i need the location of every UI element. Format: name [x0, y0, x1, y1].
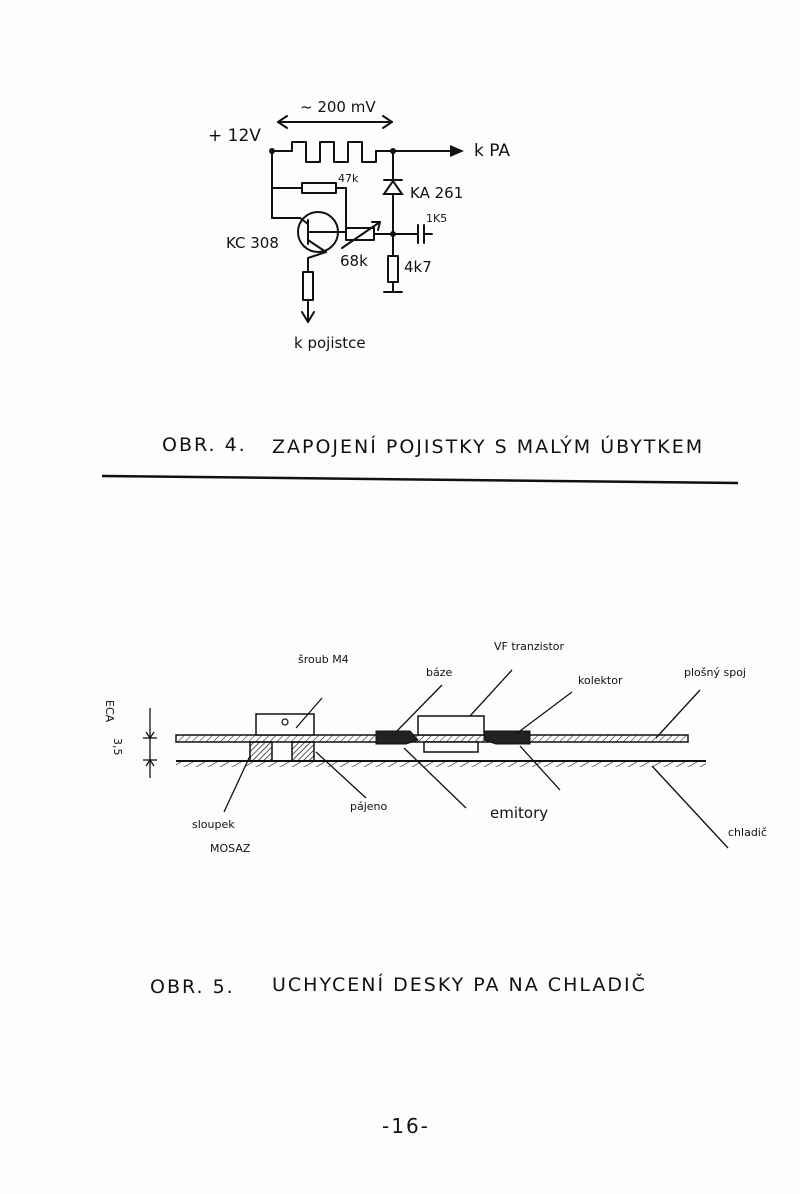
- separator-line: [102, 476, 738, 483]
- figure5-caption-label: OBR. 5.: [150, 976, 235, 998]
- resistor-4k7: [388, 256, 398, 282]
- label-vf-transistor: VF tranzistor: [494, 640, 565, 653]
- figure4-caption-text: ZAPOJENÍ POJISTKY S MALÝM ÚBYTKEM: [272, 436, 705, 458]
- label-trimmer: 68k: [340, 252, 368, 270]
- label-output: k PA: [474, 141, 511, 161]
- output-arrow: [450, 145, 464, 157]
- page-number: -16-: [382, 1114, 430, 1138]
- label-pillar-material: MOSAZ: [210, 842, 251, 855]
- label-diode: KA 261: [410, 184, 464, 202]
- label-pillar: sloupek: [192, 818, 235, 831]
- transistor-kc308: [298, 212, 346, 252]
- label-soldered: pájeno: [350, 800, 388, 813]
- diode-ka261: [384, 180, 402, 194]
- figure5-caption-text: UCHYCENÍ DESKY PA NA CHLADIČ: [272, 974, 647, 996]
- label-dim-top: ECA: [103, 700, 116, 723]
- pillar-right: [292, 742, 314, 761]
- resistor-47k: [302, 183, 336, 193]
- label-to-fuse: k pojistce: [294, 334, 366, 352]
- vf-transistor-body: [418, 716, 484, 735]
- label-heatsink: chladič: [728, 826, 767, 839]
- label-supply: + 12V: [208, 126, 261, 146]
- signal-amplitude-arrow: [278, 116, 392, 128]
- base-lead: [376, 731, 418, 744]
- label-screw: šroub M4: [298, 653, 349, 666]
- capacitor-1k5: [418, 225, 432, 243]
- collector-lead: [484, 731, 530, 744]
- label-capacitor: 1K5: [426, 212, 448, 225]
- figure4-caption-label: OBR. 4.: [162, 434, 247, 456]
- resistor-to-fuse: [303, 272, 313, 300]
- label-base: báze: [426, 666, 453, 679]
- label-pcb: plošný spoj: [684, 666, 746, 679]
- label-emitters: emitory: [490, 804, 549, 822]
- label-signal: ~ 200 mV: [300, 98, 376, 116]
- pillar-left: [250, 742, 272, 761]
- transistor-flange: [424, 742, 478, 752]
- label-dim-bottom: 3,5: [111, 738, 124, 756]
- label-r-feedback: 47k: [338, 172, 359, 185]
- label-collector: kolektor: [578, 674, 623, 687]
- label-transistor: KC 308: [226, 234, 279, 252]
- pcb-board: [176, 735, 688, 742]
- label-r-bottom: 4k7: [404, 258, 432, 276]
- square-wave: [292, 142, 376, 162]
